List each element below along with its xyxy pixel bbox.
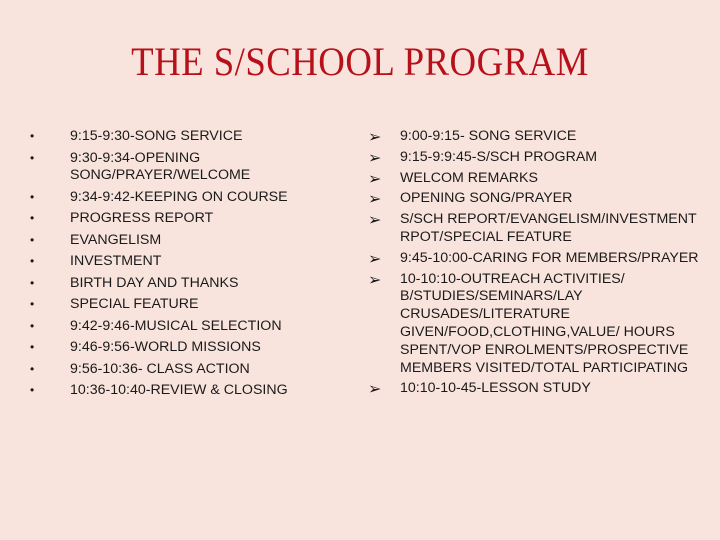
list-item: • EVANGELISM bbox=[30, 231, 162, 248]
list-item: • 9:15-9:30-SONG SERVICE bbox=[30, 128, 243, 144]
bullet-icon: • bbox=[30, 254, 35, 268]
bullet-icon: • bbox=[30, 361, 35, 376]
right-column bbox=[368, 128, 708, 401]
bullet-icon: • bbox=[30, 340, 35, 354]
list-item: ➢ 9:15-9:9:45-S/SCH PROGRAM bbox=[368, 147, 598, 167]
list-item: • PROGRESS REPORT bbox=[30, 210, 214, 226]
right-list bbox=[368, 128, 708, 398]
list-item: • SPECIAL FEATURE bbox=[30, 296, 199, 312]
bullet-icon: • bbox=[30, 383, 35, 397]
arrow-bullet-icon: ➢ bbox=[368, 147, 382, 167]
list-item: ➢ S/SCH REPORT/EVANGELISM/INVESTMENT RPOT/SPECIAL FEATURE bbox=[368, 210, 697, 245]
left-list bbox=[28, 128, 328, 400]
arrow-bullet-icon: ➢ bbox=[368, 210, 382, 230]
list-item: • 9:46-9:56-WORLD MISSIONS bbox=[30, 339, 261, 355]
bullet-icon: • bbox=[30, 297, 35, 311]
list-item: • 9:56-10:36- CLASS ACTION bbox=[30, 360, 250, 377]
arrow-bullet-icon: ➢ bbox=[368, 127, 382, 146]
list-item: • INVESTMENT bbox=[30, 253, 162, 269]
list-item: ➢ 10-10:10-OUTREACH ACTIVITIES/ B/STUDIES/SEMINARS/LAY CRUSADES/LITERATURE GIVEN/FOOD,CLOTHING,VALUE/ HOURS SPENT/VOP ENROLMENTS/PROSPECTIVE MEMBERS VISITED/TOTAL PARTICIPATING bbox=[368, 269, 689, 376]
page-title: THE S/SCHOOL PROGRAM bbox=[131, 39, 589, 84]
arrow-bullet-icon: ➢ bbox=[368, 248, 382, 268]
arrow-bullet-icon: ➢ bbox=[368, 189, 382, 209]
list-item: • 9:42-9:46-MUSICAL SELECTION bbox=[30, 317, 282, 334]
list-item: ➢ 9:45-10:00-CARING FOR MEMBERS/PRAYER bbox=[368, 248, 699, 268]
bullet-icon: • bbox=[30, 318, 35, 333]
arrow-bullet-icon: ➢ bbox=[368, 168, 382, 188]
bullet-icon: • bbox=[30, 275, 35, 290]
bullet-icon: • bbox=[30, 129, 35, 143]
bullet-icon: • bbox=[30, 189, 35, 204]
list-item: • 9:30-9:34-OPENING SONG/PRAYER/WELCOME bbox=[30, 149, 251, 183]
list-item: • BIRTH DAY AND THANKS bbox=[30, 274, 239, 291]
arrow-bullet-icon: ➢ bbox=[368, 379, 382, 399]
list-item: • 10:36-10:40-REVIEW & CLOSING bbox=[30, 382, 288, 398]
bullet-icon: • bbox=[30, 211, 35, 225]
list-item: • 9:34-9:42-KEEPING ON COURSE bbox=[30, 188, 288, 205]
list-item: ➢ WELCOM REMARKS bbox=[368, 168, 538, 188]
list-item: ➢ 10:10-10-45-LESSON STUDY bbox=[368, 379, 591, 399]
left-column bbox=[28, 128, 328, 404]
list-item: ➢ 9:00-9:15- SONG SERVICE bbox=[368, 127, 577, 146]
bullet-icon: • bbox=[30, 232, 35, 247]
arrow-bullet-icon: ➢ bbox=[368, 269, 382, 289]
bullet-icon: • bbox=[30, 150, 35, 165]
list-item: ➢ OPENING SONG/PRAYER bbox=[368, 189, 573, 209]
